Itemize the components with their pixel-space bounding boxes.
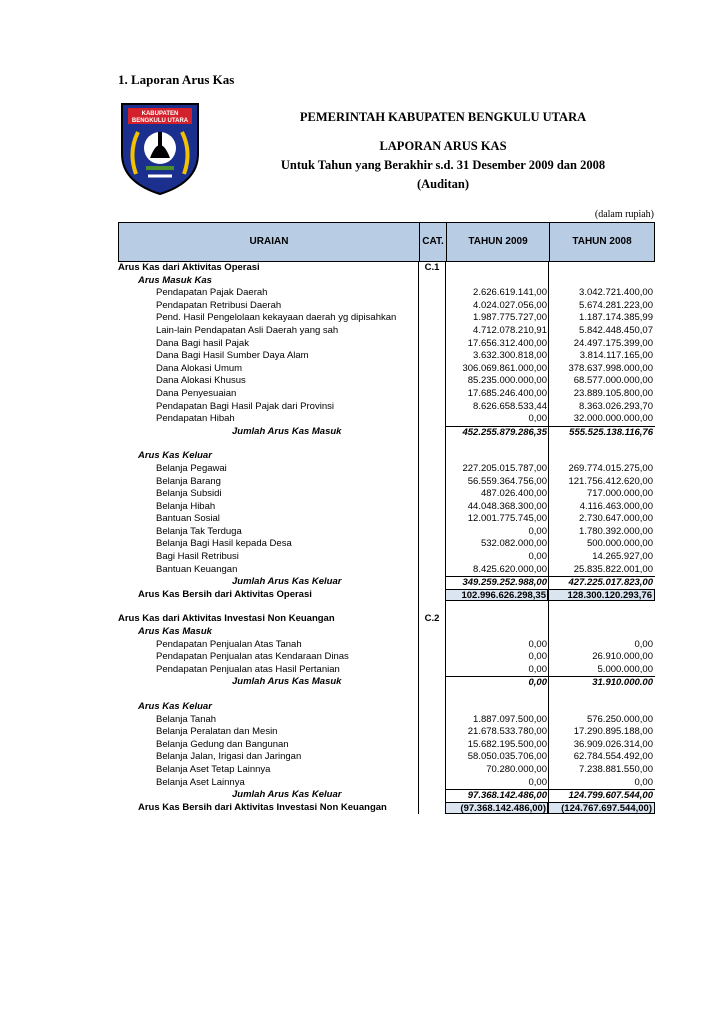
row-note: C.2 — [424, 613, 440, 625]
row-value-2008: 427.225.017.823,00 — [548, 576, 655, 590]
row-value-2009: 58.050.035.706,00 — [467, 751, 547, 763]
row-value-2009: 227.205.015.787,00 — [462, 462, 547, 474]
row-label: Jumlah Arus Kas Keluar — [232, 576, 342, 588]
row-value-2008: 576.250.000,00 — [586, 713, 653, 725]
row-value-2009: 4.024.027.056,00 — [473, 299, 547, 311]
row-value-2009: 2.626.619.141,00 — [473, 287, 547, 299]
table-row — [118, 777, 655, 790]
row-label: Belanja Hibah — [156, 500, 216, 512]
row-value-2008: 0,00 — [634, 776, 653, 788]
table-row — [118, 538, 655, 551]
row-value-2009: 487.026.400,00 — [480, 488, 547, 500]
table-row — [118, 601, 655, 613]
row-label: Arus Kas dari Aktivitas Investasi Non Keuangan — [118, 613, 335, 625]
row-value-2009: 306.069.861.000,00 — [462, 362, 547, 374]
row-value-2008: 3.042.721.400,00 — [579, 287, 653, 299]
row-label: Belanja Subsidi — [156, 488, 222, 500]
row-label: Arus Masuk Kas — [138, 274, 212, 286]
row-label: Dana Bagi Hasil Sumber Daya Alam — [156, 350, 309, 362]
table-row — [118, 613, 655, 626]
cash-flow-table — [118, 222, 655, 814]
table-row — [118, 350, 655, 363]
row-label: Arus Kas Masuk — [138, 626, 212, 638]
row-value-2009: 21.678.533.780,00 — [467, 726, 547, 738]
svg-text:BENGKULU UTARA: BENGKULU UTARA — [131, 118, 189, 124]
report-title: LAPORAN ARUS KAS — [379, 139, 507, 153]
row-value-2009: 12.001.775.745,00 — [467, 513, 547, 525]
row-label: Pendapatan Bagi Hasil Pajak dari Provinsi — [156, 400, 334, 412]
row-value-2008: 62.784.554.492,00 — [573, 751, 653, 763]
row-label: Bagi Hasil Retribusi — [156, 551, 239, 563]
table-row — [118, 363, 655, 376]
table-row — [118, 651, 655, 664]
table-row — [118, 325, 655, 338]
regency-emblem-logo — [118, 102, 202, 196]
audit-status: (Auditan) — [416, 177, 470, 191]
row-value-2008: 25.835.822.001,00 — [573, 563, 653, 575]
table-row — [118, 338, 655, 351]
row-value-2009: 97.368.142.486,00 — [445, 789, 548, 803]
row-value-2008: 5.000.000,00 — [597, 663, 653, 675]
row-label: Jumlah Arus Kas Masuk — [232, 425, 342, 437]
row-value-2008: 36.909.026.314,00 — [573, 738, 653, 750]
row-value-2009: 4.712.078.210,91 — [473, 324, 547, 336]
row-value-2008: 17.290.895.188,00 — [573, 726, 653, 738]
table-row — [118, 287, 655, 300]
table-row — [118, 401, 655, 414]
row-value-2009: 0,00 — [445, 676, 548, 690]
row-label: Pendapatan Penjualan atas Hasil Pertanian — [156, 663, 340, 675]
table-row — [118, 639, 655, 652]
government-name: PEMERINTAH KABUPATEN BENGKULU UTARA — [299, 110, 587, 124]
row-value-2008: 269.774.015.275,00 — [568, 462, 653, 474]
row-value-2008: 1.187.174.385,99 — [579, 312, 653, 324]
row-value-2008: 5.674.281.223,00 — [579, 299, 653, 311]
table-row — [118, 551, 655, 564]
row-value-2009: 85.235.000.000,00 — [467, 375, 547, 387]
row-value-2009: 0,00 — [528, 651, 547, 663]
table-header — [118, 222, 655, 262]
row-value-2009: 349.259.252.988,00 — [445, 576, 548, 590]
row-value-2008: 32.000.000.000,00 — [573, 413, 653, 425]
row-label: Jumlah Arus Kas Keluar — [232, 789, 342, 801]
row-value-2009: 17.656.312.400,00 — [467, 337, 547, 349]
table-row — [118, 564, 655, 577]
row-label: Bantuan Keuangan — [156, 563, 238, 575]
row-label: Belanja Aset Lainnya — [156, 776, 245, 788]
table-row — [118, 726, 655, 739]
row-value-2008: 717.000.000,00 — [586, 488, 653, 500]
row-label: Pendapatan Hibah — [156, 413, 235, 425]
table-row — [118, 576, 655, 589]
table-row — [118, 689, 655, 701]
table-row — [118, 764, 655, 777]
row-label: Arus Kas Keluar — [138, 450, 212, 462]
row-label: Pendapatan Penjualan atas Kendaraan Dinas — [156, 651, 349, 663]
row-value-2009: 8.626.658.533,44 — [473, 400, 547, 412]
table-row — [118, 275, 655, 288]
row-label: Pendapatan Retribusi Daerah — [156, 299, 282, 311]
row-value-2008: 31.910.000.00 — [548, 676, 655, 690]
row-value-2008: 14.265.927,00 — [592, 551, 653, 563]
table-row — [118, 426, 655, 439]
row-value-2008: 121.756.412.620,00 — [568, 475, 653, 487]
table-row — [118, 739, 655, 752]
row-label: Belanja Tak Terduga — [156, 525, 242, 537]
row-label: Dana Penyesuaian — [156, 387, 237, 399]
table-body — [118, 262, 655, 814]
row-value-2008: 2.730.647.000,00 — [579, 513, 653, 525]
row-label: Pendapatan Penjualan Atas Tanah — [156, 638, 302, 650]
row-label: Arus Kas Keluar — [138, 701, 212, 712]
table-row — [118, 312, 655, 325]
table-row — [118, 789, 655, 802]
row-value-2008: 1.780.392.000,00 — [579, 525, 653, 537]
column-header-2009: TAHUN 2009 — [468, 236, 528, 247]
row-label: Jumlah Arus Kas Masuk — [232, 676, 342, 688]
row-value-2009: 8.425.620.000,00 — [473, 563, 547, 575]
table-row — [118, 626, 655, 639]
row-label: Pendapatan Pajak Daerah — [156, 287, 268, 299]
row-value-2009: (97.368.142.486,00) — [445, 802, 548, 815]
row-value-2008: 68.577.000.000,00 — [573, 375, 653, 387]
row-value-2009: 1.887.097.500,00 — [473, 713, 547, 725]
row-value-2009: 0,00 — [528, 638, 547, 650]
row-value-2008: 124.799.607.544,00 — [548, 789, 655, 803]
row-label: Dana Alokasi Umum — [156, 362, 243, 374]
table-row — [118, 676, 655, 689]
row-label: Lain-lain Pendapatan Asli Daerah yang sah — [156, 324, 339, 336]
table-row — [118, 413, 655, 426]
table-row — [118, 526, 655, 539]
row-value-2008: 5.842.448.450,07 — [579, 324, 653, 336]
row-value-2009: 44.048.368.300,00 — [467, 500, 547, 512]
row-value-2009: 0,00 — [528, 551, 547, 563]
row-value-2008: 24.497.175.399,00 — [573, 337, 653, 349]
row-label: Arus Kas Bersih dari Aktivitas Operasi — [138, 588, 312, 600]
row-value-2008: 500.000.000,00 — [586, 538, 653, 550]
table-row — [118, 262, 655, 275]
row-label: Pend. Hasil Pengelolaan kekayaan daerah yg dipisahkan — [156, 312, 397, 324]
row-value-2009: 0,00 — [528, 663, 547, 675]
row-label: Belanja Jalan, Irigasi dan Jaringan — [156, 751, 302, 763]
row-value-2009: 70.280.000,00 — [486, 763, 547, 775]
table-row — [118, 714, 655, 727]
row-value-2009: 56.559.364.756,00 — [467, 475, 547, 487]
row-value-2008: 3.814.117.165,00 — [579, 350, 653, 362]
row-value-2008: 0,00 — [634, 638, 653, 650]
table-row — [118, 300, 655, 313]
table-row — [118, 751, 655, 764]
table-row — [118, 513, 655, 526]
table-row — [118, 589, 655, 602]
row-value-2009: 0,00 — [528, 413, 547, 425]
row-value-2009: 452.255.879.286,35 — [445, 426, 548, 440]
column-header-description: URAIAN — [249, 236, 289, 247]
row-value-2008: 378.637.998.000,00 — [568, 362, 653, 374]
row-label: Belanja Peralatan dan Mesin — [156, 726, 278, 738]
row-value-2009: 532.082.000,00 — [480, 538, 547, 550]
table-row — [118, 450, 655, 463]
row-label: Dana Bagi hasil Pajak — [156, 337, 249, 349]
row-label: Bantuan Sosial — [156, 513, 220, 525]
table-row — [118, 375, 655, 388]
row-value-2008: 7.238.881.550,00 — [579, 763, 653, 775]
row-value-2009: 0,00 — [528, 776, 547, 788]
table-row — [118, 501, 655, 514]
table-row — [118, 664, 655, 677]
row-label: Belanja Tanah — [156, 713, 217, 725]
table-row — [118, 802, 655, 815]
row-value-2009: 102.996.626.298,35 — [445, 589, 548, 602]
row-note: C.1 — [424, 262, 440, 273]
row-value-2008: 26.910.000,00 — [592, 651, 653, 663]
row-value-2009: 17.685.246.400,00 — [467, 387, 547, 399]
row-value-2008: 555.525.138.116,76 — [548, 426, 655, 440]
row-value-2008: 23.889.105.800,00 — [573, 387, 653, 399]
table-row — [118, 463, 655, 476]
row-label: Belanja Pegawai — [156, 462, 227, 474]
row-value-2009: 0,00 — [528, 525, 547, 537]
row-value-2008: 8.363.026.293,70 — [579, 400, 653, 412]
row-value-2009: 3.632.300.818,00 — [473, 350, 547, 362]
row-label: Belanja Barang — [156, 475, 221, 487]
table-row — [118, 388, 655, 401]
section-heading: 1. Laporan Arus Kas — [118, 72, 235, 87]
svg-text:KABUPATEN: KABUPATEN — [141, 111, 179, 117]
row-value-2008: 4.116.463.000,00 — [579, 500, 653, 512]
row-label: Dana Alokasi Khusus — [156, 375, 246, 387]
row-label: Belanja Bagi Hasil kepada Desa — [156, 538, 292, 550]
table-row — [118, 476, 655, 489]
row-label: Arus Kas Bersih dari Aktivitas Investasi Non Keuangan — [138, 801, 387, 813]
table-row — [118, 438, 655, 450]
column-header-2008: TAHUN 2008 — [572, 236, 632, 247]
row-value-2009: 15.682.195.500,00 — [467, 738, 547, 750]
column-header-note: CAT. — [422, 236, 444, 247]
table-row — [118, 488, 655, 501]
currency-unit-note: (dalam rupiah) — [594, 209, 654, 220]
row-label: Belanja Gedung dan Bangunan — [156, 738, 289, 750]
row-value-2008: 128.300.120.293,76 — [548, 589, 655, 602]
row-value-2008: (124.767.697.544,00) — [548, 802, 655, 815]
row-value-2009: 1.987.775.727,00 — [473, 312, 547, 324]
report-period: Untuk Tahun yang Berakhir s.d. 31 Desember 2009 dan 2008 — [280, 158, 606, 172]
row-label: Arus Kas dari Aktivitas Operasi — [118, 262, 260, 273]
table-row — [118, 701, 655, 714]
row-label: Belanja Aset Tetap Lainnya — [156, 763, 271, 775]
